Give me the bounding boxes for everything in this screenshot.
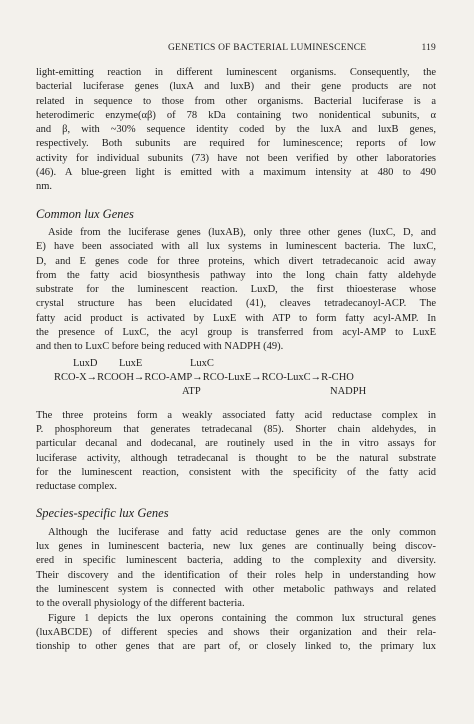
text-line: substrate for the luminescent reaction. LuxD, the first thioesterase whose [36, 284, 436, 296]
text-line: (luxABCDE) of different species and shows their organization and their rela- [36, 626, 436, 638]
text-line: the presence of LuxC, the acyl group is transferred from acyl-AMP to LuxE [36, 327, 436, 339]
text-line: P. phosphoreum that generates tetradecanal (85). Shorter chain aldehydes, in [36, 423, 436, 435]
section-heading: Common lux Genes [36, 206, 134, 221]
running-title: GENETICS OF BACTERIAL LUMINESCENCE [168, 43, 367, 53]
paragraph [36, 612, 436, 655]
enzyme-label-luxc: LuxC [190, 357, 214, 369]
text-line: to the overall physiology of the different bacteria. [36, 598, 245, 610]
paragraph [36, 226, 436, 355]
text-line: activity for individual subunits (73) have not been verified by other laboratories [36, 152, 436, 164]
text-line: tionship to other genes that are part of, or closely linked to, the primary lux [36, 641, 436, 653]
text-line: bacterial luciferase genes (luxA and luxB) and their gene products are not [36, 81, 436, 93]
paragraph [36, 526, 436, 612]
text-line: ered in specific luminescent bacteria, adding to the complexity and diversity. [36, 555, 436, 567]
text-line: and β, with ~30% sequence identity coded by the luxA and luxB genes, [36, 124, 436, 136]
text-line: reductase complex. [36, 481, 118, 493]
text-line: crystal structure has been elucidated (41), cleaves tetradecanoyl-ACP. The [36, 298, 436, 310]
text-line: lux genes in luminescent bacteria, new lux genes are continually being discov- [36, 541, 436, 553]
text-line: Although the luciferase and fatty acid reductase genes are the only common [48, 526, 436, 538]
text-line: from the fatty acid biosynthesis pathway into the long chain fatty aldehyde [36, 269, 436, 281]
text-line: Their discovery and the identification of their roles help in understanding how [36, 569, 436, 581]
enzyme-label-luxd: LuxD [73, 357, 98, 369]
paragraph [36, 66, 436, 195]
text-line: fatty acid product is activated by LuxE with ATP to form fatty acyl-AMP. In [36, 312, 436, 324]
text-line: E) have been associated with all lux systems in luminescent bacteria. The luxC, [36, 241, 436, 253]
text-line: respectively. Both subunits are required for luminescence; reports of low [36, 138, 436, 150]
text-line: D, and E genes code for three proteins, which divert tetradecanoic acid away [36, 255, 436, 267]
text-line: The three proteins form a weakly associated fatty acid reductase complex in [36, 409, 436, 421]
cofactor-atp: ATP [182, 385, 201, 397]
cofactor-nadph: NADPH [330, 385, 367, 397]
reaction-scheme [36, 357, 436, 403]
text-line: for the luminescent reaction, consistent with the specificity of the fatty acid [36, 466, 436, 478]
text-line: particular decanal and dodecanal, are routinely used in the in vitro assays for [36, 438, 436, 450]
section-heading: Species-specific lux Genes [36, 506, 169, 521]
text-line: Figure 1 depicts the lux operons containing the common lux structural genes [48, 612, 436, 624]
body-text [36, 66, 436, 654]
text-line: related in sequence to those from other organisms. Bacterial luciferase is a [36, 95, 436, 107]
text-line: light-emitting reaction in different luminescent organisms. Consequently, the [36, 67, 436, 78]
text-line: Aside from the luciferase genes (luxAB), only three other genes (luxC, D, and [48, 226, 436, 238]
page-number: 119 [421, 43, 436, 53]
text-line: heterodimeric enzyme(αβ) of 78 kDa containing two nonidentical subunits, α [36, 109, 436, 121]
text-line: (46). A blue-green light is emitted with a maximum intensity at 480 to 490 [36, 167, 436, 179]
paragraph [36, 409, 436, 495]
text-line: and then to LuxC before being reduced with NADPH (49). [36, 341, 284, 353]
text-line: luciferase activity, although tetradecanal is thought to be the natural substrate [36, 452, 436, 464]
text-line: nm. [36, 181, 53, 193]
enzyme-label-luxe: LuxE [119, 357, 143, 369]
reaction-equation: RCO-X→RCOOH→RCO-AMP→RCO-LuxE→RCO-LuxC→R-CHO [54, 371, 354, 383]
text-line: the luminescent system is connected with other metabolic pathways and related [36, 583, 436, 595]
